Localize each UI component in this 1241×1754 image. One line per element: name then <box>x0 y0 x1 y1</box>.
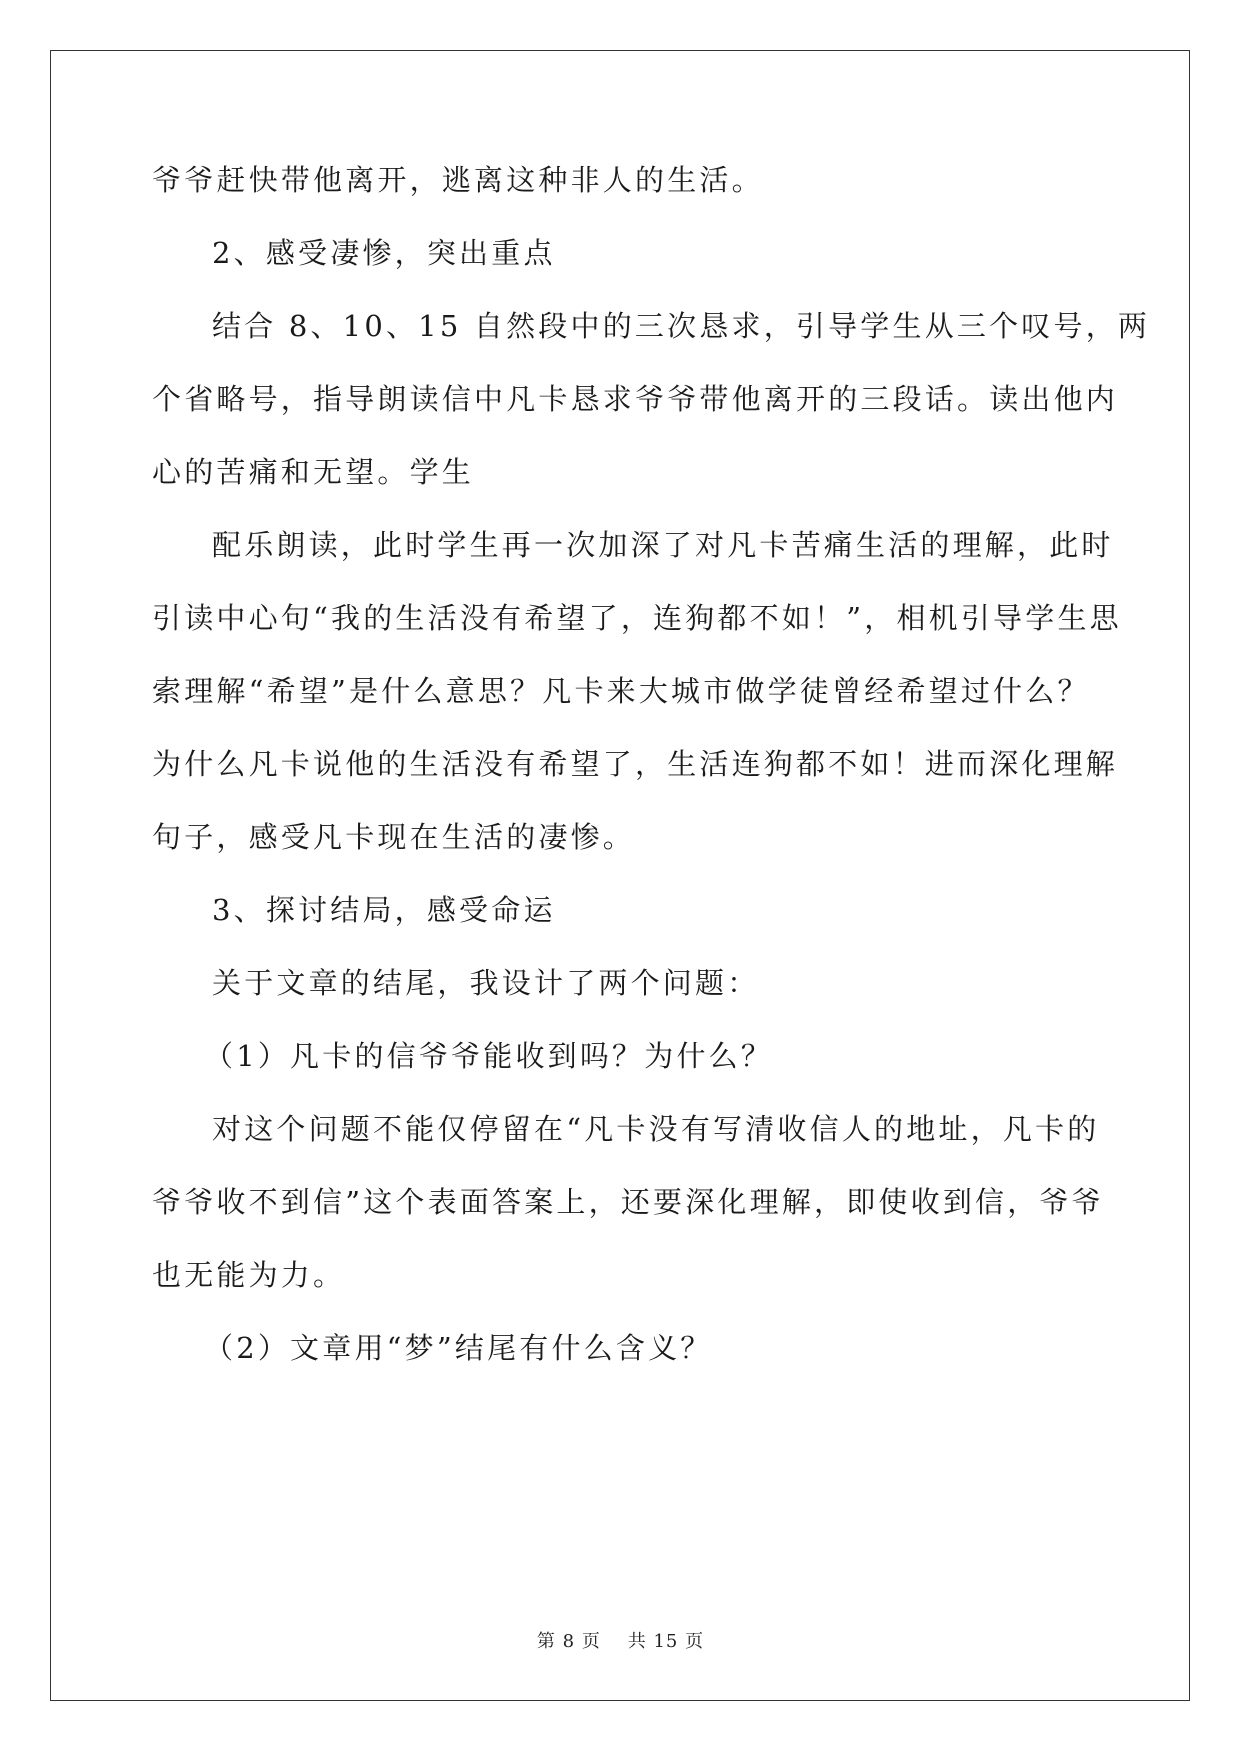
paragraph-line: 爷爷赶快带他离开，逃离这种非人的生活。 <box>152 163 764 197</box>
paragraph-line: 引读中心句“我的生活没有希望了，连狗都不如！”，相机引导学生思 <box>152 601 1122 635</box>
paragraph-line: 结合 8、10、15 自然段中的三次恳求，引导学生从三个叹号，两 <box>212 309 1151 343</box>
paragraph-line: 为什么凡卡说他的生活没有希望了，生活连狗都不如！进而深化理解 <box>152 747 1119 781</box>
paragraph-line: 爷爷收不到信”这个表面答案上，还要深化理解，即使收到信，爷爷 <box>152 1185 1104 1219</box>
page-footer <box>0 1627 1241 1653</box>
paragraph-line: 个省略号，指导朗读信中凡卡恳求爷爷带他离开的三段话。读出他内 <box>152 382 1119 416</box>
paragraph-line: 心的苦痛和无望。学生 <box>152 455 475 489</box>
paragraph-line: 索理解“希望”是什么意思？凡卡来大城市做学徒曾经希望过什么？ <box>152 674 1090 708</box>
paragraph-line: 关于文章的结尾，我设计了两个问题： <box>212 966 760 1000</box>
question-line: （2）文章用“梦”结尾有什么含义？ <box>204 1331 713 1365</box>
page-border <box>50 50 1190 1701</box>
question-line: （1）凡卡的信爷爷能收到吗？为什么？ <box>204 1039 774 1073</box>
paragraph-line: 句子，感受凡卡现在生活的凄惨。 <box>152 820 636 854</box>
paragraph-line: 配乐朗读，此时学生再一次加深了对凡卡苦痛生活的理解，此时 <box>212 528 1114 562</box>
page-total: 共 15 页 <box>627 1631 705 1652</box>
paragraph-line: 对这个问题不能仅停留在“凡卡没有写清收信人的地址，凡卡的 <box>212 1112 1100 1146</box>
section-heading: 2、感受凄惨，突出重点 <box>212 236 556 270</box>
page-number: 第 8 页 <box>536 1631 601 1652</box>
section-heading: 3、探讨结局，感受命运 <box>212 893 556 927</box>
paragraph-line: 也无能为力。 <box>152 1258 346 1292</box>
